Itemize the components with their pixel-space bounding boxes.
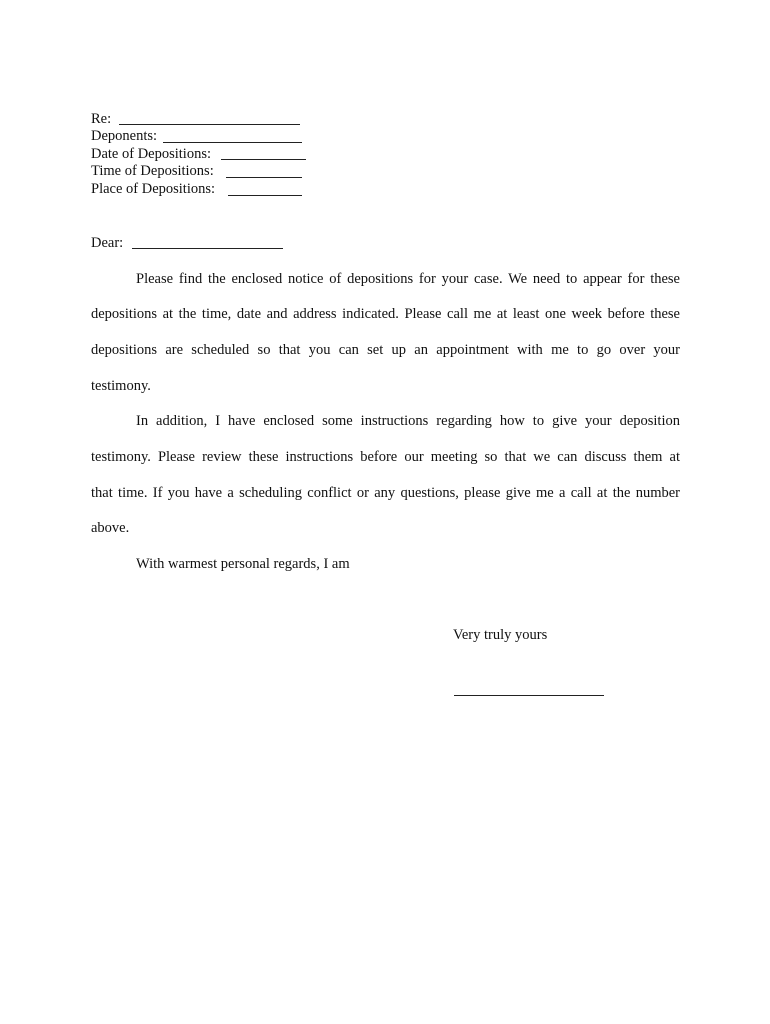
time-field-row bbox=[91, 162, 214, 180]
place-blank-line[interactable] bbox=[228, 195, 302, 196]
re-field-row bbox=[91, 110, 111, 128]
time-of-depositions-label: Time of Depositions: bbox=[91, 163, 214, 179]
paragraph-1-line-4: testimony. bbox=[91, 378, 151, 394]
time-blank-line[interactable] bbox=[226, 177, 302, 178]
date-blank-line[interactable] bbox=[221, 159, 306, 160]
deponents-label: Deponents: bbox=[91, 128, 158, 144]
paragraph-2-line-3: that time. If you have a scheduling conflict or any questions, please give me a call at the number bbox=[91, 485, 680, 501]
salutation-blank-line[interactable] bbox=[132, 248, 283, 249]
paragraph-2-line-2: testimony. Please review these instructions before our meeting so that we can discuss them at bbox=[91, 449, 680, 465]
valediction: Very truly yours bbox=[453, 627, 548, 643]
paragraph-2-line-4: above. bbox=[91, 520, 130, 536]
paragraph-1-line-1: Please find the enclosed notice of depositions for your case. We need to appear for these bbox=[136, 271, 680, 287]
place-field-row bbox=[91, 180, 215, 198]
paragraph-1-line-2: depositions at the time, date and address indicated. Please call me at least one week before these bbox=[91, 306, 680, 322]
date-field-row bbox=[91, 145, 211, 163]
paragraph-1-line-3: depositions are scheduled so that you can set up an appointment with me to go over your bbox=[91, 342, 680, 358]
deponents-field-row bbox=[91, 127, 157, 145]
paragraph-3-line-1: With warmest personal regards, I am bbox=[136, 556, 350, 572]
salutation-row bbox=[91, 234, 123, 252]
re-label: Re: bbox=[91, 111, 112, 127]
date-of-depositions-label: Date of Depositions: bbox=[91, 146, 212, 162]
paragraph-2-line-1: In addition, I have enclosed some instructions regarding how to give your deposition bbox=[136, 413, 680, 429]
deponents-blank-line[interactable] bbox=[163, 142, 302, 143]
place-of-depositions-label: Place of Depositions: bbox=[91, 181, 216, 197]
signature-blank-line[interactable] bbox=[454, 695, 604, 696]
salutation-label: Dear: bbox=[91, 235, 124, 251]
re-blank-line[interactable] bbox=[119, 124, 300, 125]
